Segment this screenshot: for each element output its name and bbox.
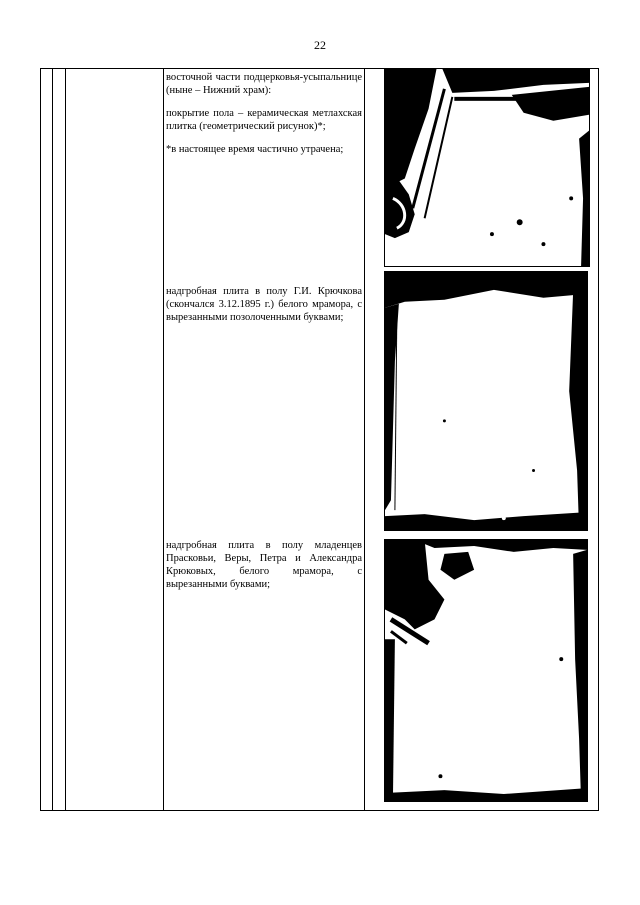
table-column-divider [65,69,66,810]
row-2-description [166,285,362,324]
row-2-paragraph: надгробная плита в полу Г.И. Крючкова (скончался 3.12.1895 г.) белого мрамора, с вырезанными позолоченными буквами; [166,286,362,323]
document-table [40,68,599,811]
row-1-paragraph: покрытие пола – керамическая метлахская плитка (геометрический рисунок)*; [166,108,362,132]
row-3-description [166,539,362,591]
row-3-paragraph: надгробная плита в полу младенцев Прасковьи, Веры, Петра и Александра Крюковых, белого мрамора, с вырезанными буквами; [166,540,362,590]
table-column-divider [364,69,365,810]
row-1-paragraph: восточной части подцерковья-усыпальнице (ныне – Нижний храм): [166,72,362,96]
photo-floor-tiles [384,69,590,267]
photo-tombstone-kryuchkov [384,271,588,531]
photo-tombstone-kryukov-infants [384,539,588,802]
table-column-divider [163,69,164,810]
row-1-footnote: *в настоящее время частично утрачена; [166,144,344,155]
row-1-description [166,71,362,156]
table-column-divider [52,69,53,810]
page-number: 22 [314,38,326,52]
